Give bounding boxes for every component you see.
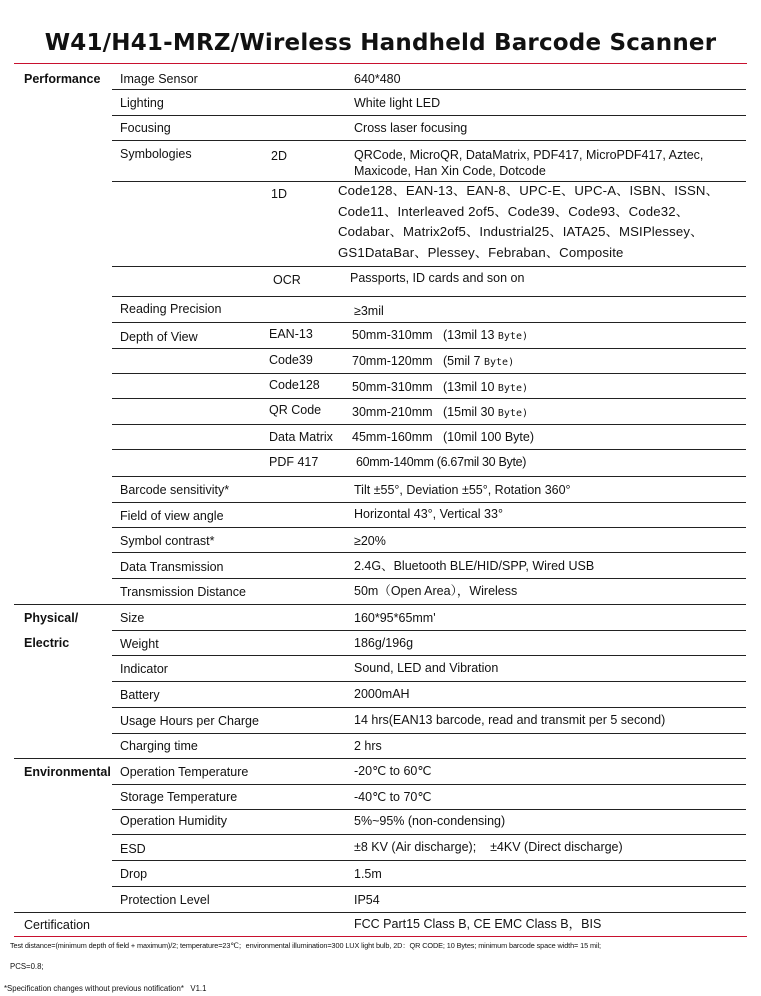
label-focusing: Focusing [120,121,171,135]
row-rule [112,322,746,323]
depth-range: 30mm-210mm (15mil 30 Byte) [352,405,528,419]
section-rule [14,912,746,913]
value-storage-temperature: -40℃ to 70℃ [354,790,432,804]
row-rule [112,140,746,141]
row-rule [112,578,746,579]
label-protection-level: Protection Level [120,893,210,907]
depth-code: Code39 [269,353,313,367]
depth-range: 60mm-140mm (6.67mil 30 Byte) [356,455,527,469]
label-esd: ESD [120,842,146,856]
value-1d: Code128、EAN-13、EAN-8、UPC-E、UPC-A、ISBN、ISSN、Code11、Interleaved 2of5、Code39、Code93、Code32、Codabar、Matrix2of5、Industrial25、IATA25、MSIPlessey、GS1DataBar、Plessey、Febraban、Composite [338,183,719,260]
label-weight: Weight [120,637,159,651]
row-rule [112,733,746,734]
section-performance: Performance [24,72,101,86]
row-rule [112,552,746,553]
depth-range: 50mm-310mm (13mil 13 Byte) [352,328,528,342]
row-rule [112,630,746,631]
depth-range: 50mm-310mm (13mil 10 Byte) [352,380,528,394]
depth-code: Data Matrix [269,430,333,444]
row-rule [112,449,746,450]
value-lighting: White light LED [354,96,441,110]
label-data-transmission: Data Transmission [120,560,224,574]
sub-ocr: OCR [273,273,301,287]
value-image-sensor: 640*480 [354,72,401,86]
value-protection-level: IP54 [354,893,380,907]
section-physical: Physical/ [24,611,79,625]
row-rule [112,373,746,374]
value-certification: FCC Part15 Class B, CE EMC Class B，BIS [354,917,602,931]
value-drop: 1.5m [354,867,382,881]
page-title: W41/H41-MRZ/Wireless Handheld Barcode Scanner [44,30,717,56]
value-weight: 186g/196g [354,636,414,650]
row-rule [112,681,746,682]
label-reading-precision: Reading Precision [120,302,222,316]
row-rule [112,834,746,835]
value-ocr: Passports, ID cards and son on [350,271,525,285]
value-symbol-contrast: ≥20% [354,534,386,548]
value-charging-time: 2 hrs [354,739,382,753]
row-rule [112,296,746,297]
section-electric: Electric [24,636,70,650]
row-rule [112,424,746,425]
label-image-sensor: Image Sensor [120,72,198,86]
section-rule [14,604,746,605]
value-2d: QRCode, MicroQR, DataMatrix, PDF417, MicroPDF417, Aztec, Maxicode, Han Xin Code, Dotcode [354,148,704,178]
row-rule [112,784,746,785]
row-rule [112,707,746,708]
value-transmission-distance: 50m（Open Area），Wireless [354,584,518,598]
row-rule [112,655,746,656]
footnote-pcs: PCS=0.8; [10,962,44,971]
label-battery: Battery [120,688,160,702]
label-indicator: Indicator [120,662,168,676]
depth-range: 70mm-120mm (5mil 7 Byte) [352,354,515,368]
label-usage-hours: Usage Hours per Charge [120,714,259,728]
label-drop: Drop [120,867,148,881]
section-rule [14,758,746,759]
row-rule [112,809,746,810]
footnote-version: *Specification changes without previous notification* V1.1 [4,984,207,993]
label-lighting: Lighting [120,96,164,110]
row-rule [112,266,746,267]
row-rule [112,860,746,861]
value-size: 160*95*65mm' [354,611,436,625]
value-barcode-sensitivity: Tilt ±55°, Deviation ±55°, Rotation 360° [354,483,571,497]
depth-range: 45mm-160mm (10mil 100 Byte) [352,430,535,444]
value-battery: 2000mAH [354,687,410,701]
value-operation-temperature: -20℃ to 60℃ [354,764,432,778]
section-environmental: Environmental [24,765,111,779]
label-operation-temperature: Operation Temperature [120,765,249,779]
depth-code: PDF 417 [269,455,319,469]
label-field-of-view: Field of view angle [120,509,224,523]
section-certification: Certification [24,918,90,932]
value-reading-precision: ≥3mil [354,304,384,318]
value-esd: ±8 KV (Air discharge); ±4KV (Direct discharge) [354,840,623,854]
row-rule [112,527,746,528]
row-rule [112,348,746,349]
label-symbologies: Symbologies [120,147,192,161]
value-field-of-view: Horizontal 43°, Vertical 33° [354,507,503,521]
sub-1d: 1D [271,187,287,201]
label-symbol-contrast: Symbol contrast* [120,534,215,548]
depth-code: Code128 [269,378,320,392]
label-depth-of-view: Depth of View [120,330,198,344]
value-data-transmission: 2.4G、Bluetooth BLE/HID/SPP, Wired USB [354,559,595,573]
label-size: Size [120,611,145,625]
depth-code: QR Code [269,403,322,417]
row-rule [112,115,746,116]
row-rule [112,886,746,887]
label-charging-time: Charging time [120,739,198,753]
value-usage-hours: 14 hrs(EAN13 barcode, read and transmit per 5 second) [354,713,666,727]
depth-code: EAN-13 [269,327,313,341]
value-indicator: Sound, LED and Vibration [354,661,499,675]
footer-divider [14,936,747,937]
row-rule [112,476,746,477]
sub-2d: 2D [271,149,287,163]
row-rule [112,502,746,503]
row-rule [112,89,746,90]
value-operation-humidity: 5%~95% (non-condensing) [354,814,506,828]
label-operation-humidity: Operation Humidity [120,814,227,828]
value-focusing: Cross laser focusing [354,121,468,135]
footnote-test-conditions: Test distance=(minimum depth of field + maximum)/2; temperature=23℃；environmental illumination=300 LUX light bulb, 2D：QR CODE; 10 Bytes; minimum barcode space width= 15 mil; [10,941,601,950]
label-barcode-sensitivity: Barcode sensitivity* [120,483,230,497]
row-rule [112,398,746,399]
label-storage-temperature: Storage Temperature [120,790,238,804]
label-transmission-distance: Transmission Distance [120,585,246,599]
